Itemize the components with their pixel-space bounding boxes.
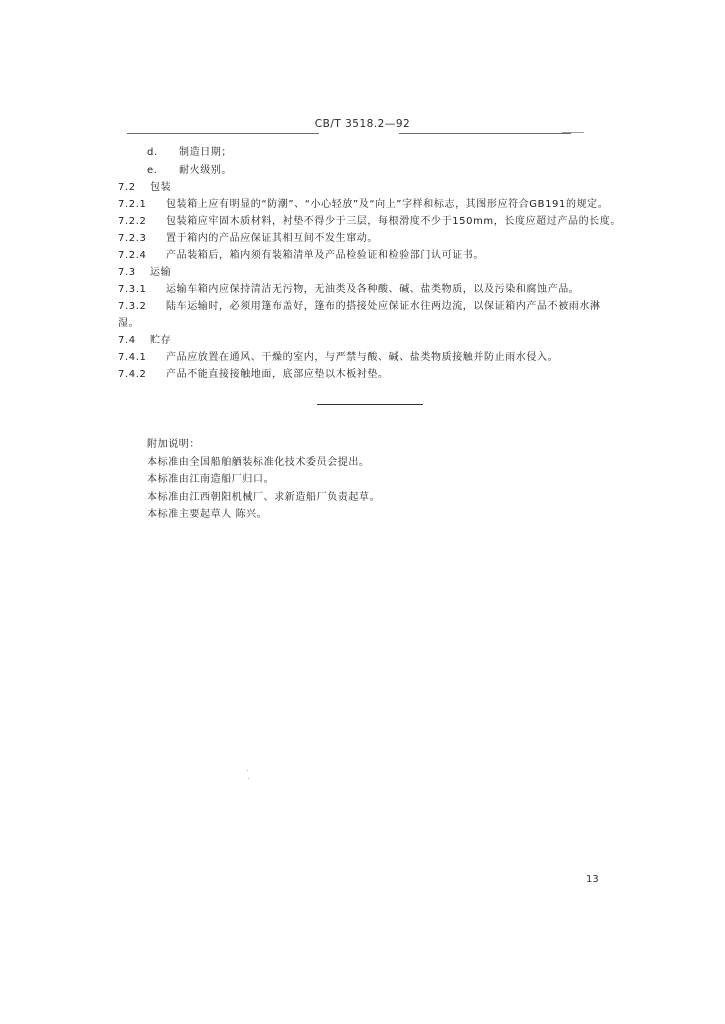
section-heading-7-4 bbox=[118, 333, 171, 349]
section-number: 7.4 bbox=[118, 335, 136, 346]
clause-text: 陆车运输时，必须用篷布盖好，篷布的搭接处应保证水往两边流，以保证箱内产品不被雨水淋 bbox=[166, 301, 601, 312]
clause-number: 7.2.2 bbox=[118, 216, 147, 227]
clause-number: 7.4.1 bbox=[118, 352, 147, 363]
clause-text: 产品装箱后，箱内须有装箱清单及产品检验证和检验部门认可证书。 bbox=[166, 250, 484, 261]
note-drafters: 本标准主要起草人 陈兴。 bbox=[147, 509, 268, 521]
clause-number: 7.3.2 bbox=[118, 301, 147, 312]
clause-7-3-2-continued bbox=[118, 316, 139, 332]
clause-text: 产品应放置在通风、干燥的室内，与严禁与酸、碱、盐类物质接触并防止雨水侵入。 bbox=[166, 352, 559, 363]
notes-title: 附加说明： bbox=[147, 439, 200, 450]
clause-7-2-2 bbox=[118, 214, 621, 230]
header-rule-left bbox=[127, 133, 319, 134]
note-drafting-units: 本标准由江西朝阳机械厂、求新造船厂负责起草。 bbox=[147, 491, 381, 503]
clause-number: 7.2.3 bbox=[118, 233, 147, 244]
item-number: e. bbox=[147, 165, 158, 176]
clause-number: 7.3.1 bbox=[118, 284, 147, 295]
additional-notes bbox=[147, 436, 567, 524]
clause-text: 湿。 bbox=[118, 318, 140, 329]
list-item-e bbox=[147, 163, 232, 179]
header-rule-right bbox=[399, 133, 571, 134]
clause-number: 7.4.2 bbox=[118, 369, 147, 380]
clause-7-4-2 bbox=[118, 367, 389, 383]
clause-number: 7.2.1 bbox=[118, 199, 147, 210]
note-proposer: 本标准由全国船舶舾装标准化技术委员会提出。 bbox=[147, 456, 370, 468]
clause-7-2-1 bbox=[118, 197, 608, 213]
header-rule-mark bbox=[562, 132, 584, 133]
section-title: 运输 bbox=[150, 267, 172, 278]
clause-text: 置于箱内的产品应保证其相互间不发生窜动。 bbox=[166, 233, 378, 244]
end-of-text-rule bbox=[317, 404, 423, 405]
clause-text: 包装箱应牢固木质材料，衬垫不得少于三层，每根滑度不少于150mm，长度应超过产品的长度。 bbox=[166, 216, 621, 227]
clause-7-3-1 bbox=[118, 282, 579, 298]
standard-number-header: CB/T 3518.2—92 bbox=[314, 118, 411, 130]
clause-7-2-3 bbox=[118, 231, 378, 247]
clause-text: 包装箱上应有明显的“防潮”、“小心轻放”及“向上”字样和标志，其图形应符合GB191的规定。 bbox=[166, 199, 609, 210]
page-number: 13 bbox=[586, 874, 599, 885]
section-number: 7.3 bbox=[118, 267, 136, 278]
section-number: 7.2 bbox=[118, 182, 136, 193]
item-text: 耐火级别。 bbox=[179, 165, 232, 176]
clause-7-4-1 bbox=[118, 350, 558, 366]
scan-speck bbox=[247, 770, 248, 771]
note-responsible-unit: 本标准由江南造船厂归口。 bbox=[147, 474, 275, 486]
item-text: 制造日期； bbox=[179, 147, 232, 158]
clause-7-3-2 bbox=[118, 299, 601, 315]
list-item-d bbox=[147, 145, 232, 161]
clause-number: 7.2.4 bbox=[118, 250, 147, 261]
clause-text: 产品不能直接接触地面，底部应垫以木板衬垫。 bbox=[166, 369, 389, 380]
scan-speck bbox=[248, 778, 249, 779]
section-title: 贮存 bbox=[150, 335, 172, 346]
section-heading-7-3 bbox=[118, 265, 171, 281]
section-heading-7-2 bbox=[118, 180, 171, 196]
clause-7-2-4 bbox=[118, 248, 484, 264]
item-number: d. bbox=[147, 147, 158, 158]
section-title: 包装 bbox=[150, 182, 172, 193]
clause-text: 运输车箱内应保持清洁无污物，无油类及各种酸、碱、盐类物质，以及污染和腐蚀产品。 bbox=[166, 284, 580, 295]
